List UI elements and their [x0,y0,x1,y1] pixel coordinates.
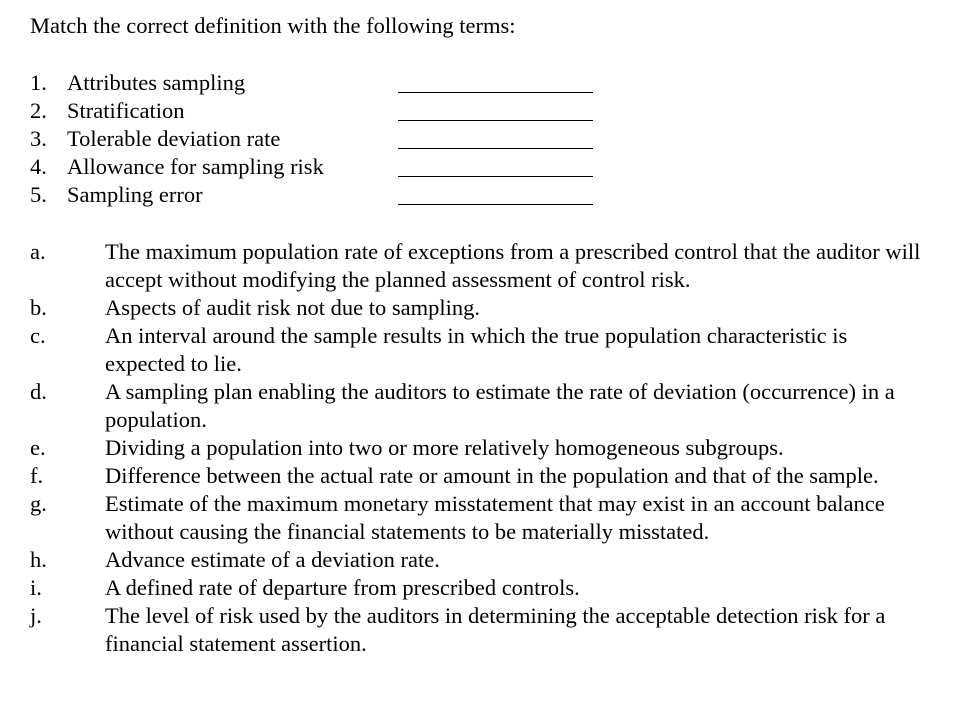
definition-text: Dividing a population into two or more relatively homogeneous subgroups. [105,435,784,460]
definition-text: Advance estimate of a deviation rate. [105,547,440,572]
definition-item [30,574,930,602]
definition-item [30,322,930,378]
definition-text: An interval around the sample results in which the true population characteristic is expected to lie. [105,323,848,376]
definition-item [30,294,930,322]
definition-item [30,378,930,434]
definition-text: The maximum population rate of exceptions from a prescribed control that the auditor will accept without modifying the planned assessment of control risk. [105,239,921,292]
answer-blank[interactable] [398,120,593,121]
term-label: Allowance for sampling risk [67,154,324,179]
definition-text: Aspects of audit risk not due to sampling. [105,295,480,320]
definition-item [30,238,930,294]
definition-text: A sampling plan enabling the auditors to estimate the rate of deviation (occurrence) in a population. [105,379,895,432]
term-number: 5. [30,182,47,207]
definition-letter: g. [30,491,47,516]
term-item [30,181,630,209]
term-number: 3. [30,126,47,151]
definition-text: The level of risk used by the auditors in determining the acceptable detection risk for a financial statement assertion. [105,603,886,656]
instruction-text: Match the correct definition with the following terms: [30,13,516,38]
term-label: Stratification [67,98,185,123]
definition-letter: j. [30,603,42,628]
answer-blank[interactable] [398,176,593,177]
definition-item [30,462,930,490]
answer-blank[interactable] [398,204,593,205]
term-number: 4. [30,154,47,179]
term-number: 2. [30,98,47,123]
definition-letter: c. [30,323,46,348]
term-label: Attributes sampling [67,70,246,95]
definition-text: A defined rate of departure from prescribed controls. [105,575,580,600]
term-item [30,69,630,97]
term-label: Tolerable deviation rate [67,126,281,151]
definition-letter: i. [30,575,42,600]
definition-item [30,546,930,574]
definition-letter: a. [30,239,46,264]
term-item [30,153,630,181]
definition-item [30,490,930,546]
definitions-list [30,238,930,658]
definition-letter: h. [30,547,47,572]
definition-letter: f. [30,463,44,488]
definition-letter: b. [30,295,47,320]
definition-item [30,602,930,658]
definition-text: Difference between the actual rate or amount in the population and that of the sample. [105,463,879,488]
term-item [30,97,630,125]
definition-letter: e. [30,435,46,460]
definition-letter: d. [30,379,47,404]
term-label: Sampling error [67,182,203,207]
definition-text: Estimate of the maximum monetary misstatement that may exist in an account balance without causing the financial statements to be materially misstated. [105,491,885,544]
terms-list [30,69,630,209]
term-item [30,125,630,153]
answer-blank[interactable] [398,148,593,149]
term-number: 1. [30,70,47,95]
definition-item [30,434,930,462]
answer-blank[interactable] [398,92,593,93]
